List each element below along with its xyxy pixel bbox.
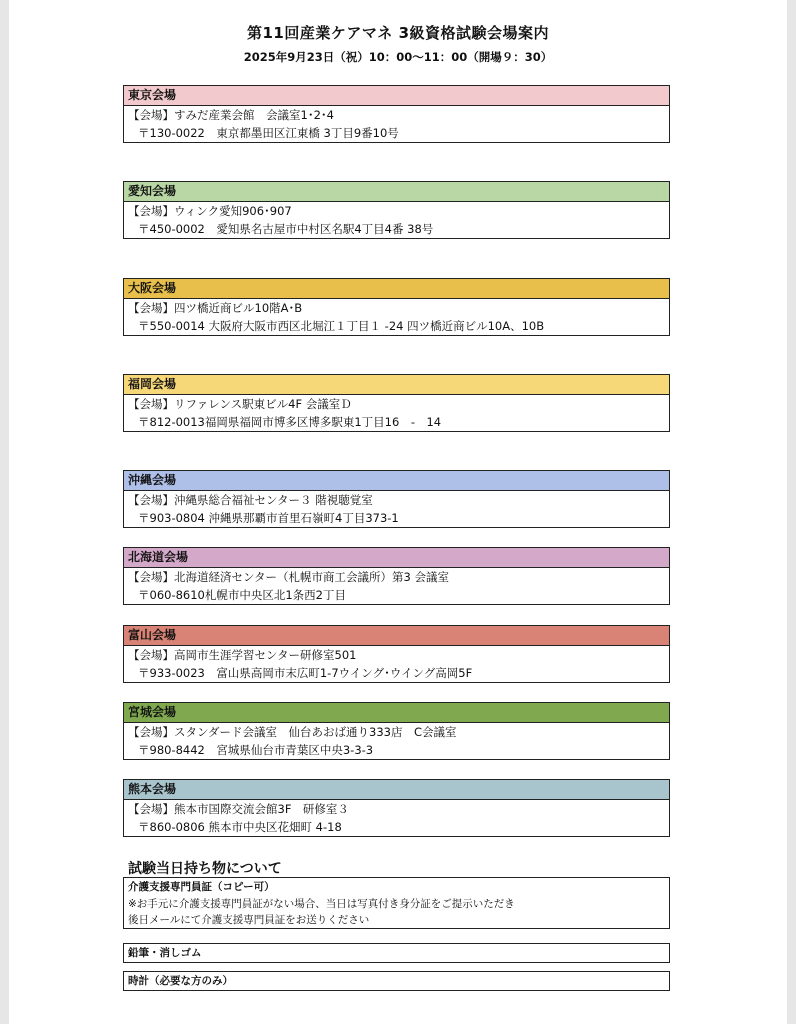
venue-address: 〒450-0002 愛知県名古屋市中村区名駅4丁目4番 38号 (138, 222, 434, 236)
venue-block (123, 374, 670, 432)
venue-header: 富山会場 (124, 626, 669, 646)
venue-header: 沖縄会場 (124, 471, 669, 491)
venue-location: 【会場】沖縄県総合福祉センター３ 階視聴覚室 (128, 493, 373, 507)
venue-header: 宮城会場 (124, 703, 669, 723)
venue-block (123, 85, 670, 143)
venue-header: 大阪会場 (124, 279, 669, 299)
venue-block (123, 547, 670, 605)
belonging-label: 介護支援専門員証（コピー可） (128, 881, 275, 893)
venue-address: 〒060-8610札幌市中央区北1条西2丁目 (138, 588, 346, 602)
page-title: 第11回産業ケアマネ 3級資格試験会場案内 (246, 24, 550, 42)
venue-address: 〒550-0014 大阪府大阪市西区北堀江１丁目１ -24 四ツ橋近商ビル10A、10B (138, 319, 545, 333)
venue-header: 福岡会場 (124, 375, 669, 395)
venue-address: 〒933-0023 富山県高岡市末広町1-7ウイング･ウイング高岡5F (138, 666, 473, 680)
venue-address: 〒903-0804 沖縄県那覇市首里石嶺町4丁目373-1 (138, 511, 399, 525)
belonging-note: ※お手元に介護支援専門員証がない場合、当日は写真付き身分証をご提示いただき (128, 898, 515, 910)
page-subtitle: 2025年9月23日（祝）10：00〜11：00（開場９：30） (243, 50, 553, 64)
belonging-item (123, 971, 670, 991)
venue-block (123, 181, 670, 239)
venue-block (123, 702, 670, 760)
belonging-item (123, 877, 670, 929)
venue-header: 東京会場 (124, 86, 669, 106)
venue-location: 【会場】リファレンス駅東ビル4F 会議室Ｄ (128, 397, 352, 411)
venue-header: 北海道会場 (124, 548, 669, 568)
page-edge-left (0, 0, 9, 1024)
venue-header: 熊本会場 (124, 780, 669, 800)
page-edge-right (787, 0, 796, 1024)
venue-location: 【会場】四ツ橋近商ビル10階A･B (128, 301, 303, 315)
venue-block (123, 779, 670, 837)
belonging-note: 後日メールにて介護支援専門員証をお送りください (128, 914, 370, 926)
belongings-heading: 試験当日持ち物について (128, 861, 282, 877)
venue-location: 【会場】熊本市国際交流会館3F 研修室３ (128, 802, 349, 816)
venue-header: 愛知会場 (124, 182, 669, 202)
venue-block (123, 625, 670, 683)
venue-location: 【会場】北海道経済センター（札幌市商工会議所）第3 会議室 (128, 570, 450, 584)
venue-block (123, 470, 670, 528)
venue-address: 〒980-8442 宮城県仙台市青葉区中央3-3-3 (138, 743, 374, 757)
venue-address: 〒130-0022 東京都墨田区江東橋 3丁目9番10号 (138, 126, 399, 140)
belonging-label: 時計（必要な方のみ） (128, 975, 233, 987)
venue-location: 【会場】スタンダード会議室 仙台あおば通り333店 C会議室 (128, 725, 457, 739)
belonging-label: 鉛筆・消しゴム (128, 947, 202, 959)
venue-block (123, 278, 670, 336)
venue-address: 〒860-0806 熊本市中央区花畑町 4-18 (138, 820, 342, 834)
venue-location: 【会場】すみだ産業会館 会議室1･2･4 (128, 108, 334, 122)
venue-location: 【会場】高岡市生涯学習センター研修室501 (128, 648, 357, 662)
belonging-item (123, 943, 670, 963)
venue-location: 【会場】ウィンク愛知906･907 (128, 204, 292, 218)
venue-address: 〒812-0013福岡県福岡市博多区博多駅東1丁目16 - 14 (138, 415, 442, 429)
